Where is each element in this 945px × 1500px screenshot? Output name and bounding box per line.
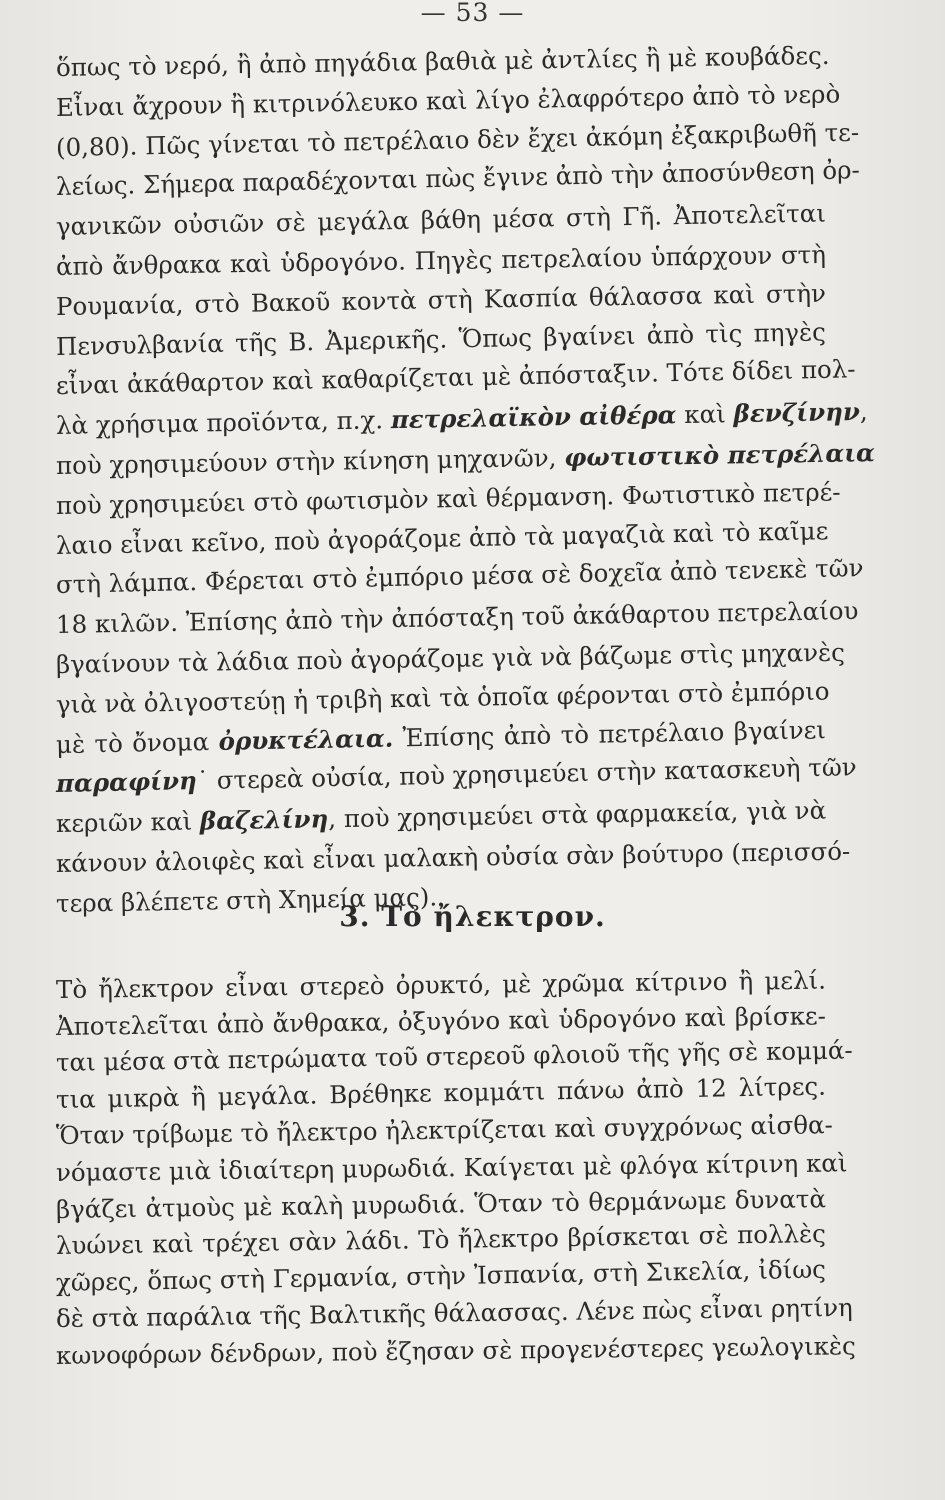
text-segment: ποὺ χρησιμεύουν στὴν κίνηση μηχανῶν, — [55, 443, 565, 480]
text-segment: στὴ λάμπα. Φέρεται στὸ ἐμπόριο μέσα σὲ δοχεῖα ἀπὸ τενεκὲ τῶν — [55, 553, 864, 600]
text-segment: Ἐπίσης ἀπὸ τὸ πετρέλαιο βγαίνει — [392, 714, 827, 753]
emphasized-term: πετρελαϊκὸν αἰθέρα — [390, 400, 677, 435]
text-segment: Τὸ ἤλεκτρον εἶναι στερεὸ ὀρυκτό, μὲ χρῶμα κίτρινο ἢ μελί. — [55, 965, 827, 1004]
text-segment: δὲ στὰ παράλια τῆς Βαλτικῆς θάλασσας. Λένε πὼς εἶναι ρητίνη — [55, 1293, 853, 1334]
section-heading: 3. Τὸ ἤλεκτρον. — [339, 900, 606, 933]
text-segment: Ἀποτελεῖται ἀπὸ ἄνθρακα, ὀξυγόνο καὶ ὑδρογόνο καὶ βρίσκε- — [55, 1000, 827, 1041]
text-segment: χῶρες, ὅπως στὴ Γερμανία, στὴν Ἰσπανία, στὴ Σικελία, ἰδίως — [55, 1254, 827, 1297]
text-segment: γανικῶν οὐσιῶν σὲ μεγάλα βάθη μέσα στὴ Γῆ. Ἀποτελεῖται — [55, 198, 827, 242]
text-segment: βγάζει ἀτμοὺς μὲ καλὴ μυρωδιά. Ὅταν τὸ θερμάνωμε δυνατὰ — [55, 1183, 827, 1224]
text-segment: ὅπως τὸ νερό, ἢ ἀπὸ πηγάδια βαθιὰ μὲ ἀντλίες ἢ μὲ κουβάδες. — [55, 40, 830, 82]
text-segment: τια μικρὰ ἢ μεγάλα. Βρέθηκε κομμάτι πάνω ἀπὸ 12 λίτρες. — [55, 1071, 827, 1114]
text-segment: γιὰ νὰ ὀλιγοστεύῃ ἡ τριβὴ καὶ τὰ ὁποῖα φέρονται στὸ ἐμπόριο — [55, 676, 830, 719]
text-segment: κεριῶν καὶ — [55, 806, 201, 839]
text-segment: Ὅταν τρίβωμε τὸ ἤλεκτρο ἠλεκτρίζεται καὶ συγχρόνως αἰσθα- — [55, 1110, 834, 1151]
text-line — [55, 1327, 856, 1376]
text-segment: , — [859, 397, 868, 427]
page-number: — 53 — — [420, 0, 525, 27]
text-segment: τερα βλέπετε στὴ Χημεία μας). — [55, 882, 438, 918]
text-segment: Ρουμανία, στὸ Βακοῦ κοντὰ στὴ Κασπία θάλασσα καὶ στὴν — [55, 278, 827, 321]
text-segment: μὲ τὸ ὄνομα — [55, 726, 219, 759]
emphasized-term: φωτιστικὸ πετρέλαια — [563, 438, 876, 473]
text-segment: 18 κιλῶν. Ἐπίσης ἀπὸ τὴν ἀπόσταξη τοῦ ἀκάθαρτου πετρελαίου — [55, 596, 859, 640]
text-segment: λὰ χρήσιμα προϊόντα, π.χ. — [55, 405, 392, 441]
text-segment: , ποὺ χρησιμεύει στὰ φαρμακεία, γιὰ νὰ — [328, 795, 827, 834]
text-segment: Εἶναι ἄχρουν ἢ κιτρινόλευκο καὶ λίγο ἐλαφρότερο ἀπὸ τὸ νερὸ — [55, 79, 841, 122]
text-segment: κωνοφόρων δένδρων, ποὺ ἔζησαν σὲ προγενέστερες γεωλογικὲς — [55, 1331, 856, 1370]
emphasized-term: βενζίνην — [733, 397, 861, 429]
text-segment: ται μέσα στὰ πετρώματα τοῦ στερεοῦ φλοιοῦ τῆς γῆς σὲ κομμά- — [55, 1035, 853, 1078]
text-segment: κάνουν ἀλοιφὲς καὶ εἶναι μαλακὴ οὐσία σὰν βούτυρο (περισσό- — [55, 836, 851, 878]
text-segment: νόμαστε μιὰ ἰδιαίτερη μυρωδιά. Καίγεται μὲ φλόγα κίτρινη καὶ — [55, 1148, 848, 1187]
text-segment: ποὺ χρησιμεύει στὸ φωτισμὸν καὶ θέρμανση. Φωτιστικὸ πετρέ- — [55, 477, 841, 520]
text-segment: εἶναι ἀκάθαρτον καὶ καθαρίζεται μὲ ἀπόσταξιν. Τότε δίδει πολ- — [55, 354, 856, 401]
text-segment: ἀπὸ ἄνθρακα καὶ ὑδρογόνο. Πηγὲς πετρελαίου ὑπάρχουν στὴ — [55, 239, 827, 281]
text-segment: λαιο εἶναι κεῖνο, ποὺ ἀγοράζομε ἀπὸ τὰ μαγαζιὰ καὶ τὸ καῖμε — [55, 515, 829, 560]
text-segment: Πενσυλβανία τῆς Β. Ἀμερικῆς. Ὅπως βγαίνει ἀπὸ τὶς πηγὲς — [55, 316, 827, 361]
text-segment: λυώνει καὶ τρέχει σὰν λάδι. Τὸ ἤλεκτρο βρίσκεται σὲ πολλὲς — [55, 1219, 827, 1261]
text-segment: λείως. Σήμερα παραδέχονται πὼς ἔγινε ἀπὸ τὴν ἀποσύνθεση ὀρ- — [55, 155, 861, 202]
text-segment: ˙ στερεὰ οὐσία, ποὺ χρησιμεύει στὴν κατασκευὴ τῶν — [196, 752, 857, 796]
text-segment: καὶ — [676, 399, 734, 430]
text-segment: βγαίνουν τὰ λάδια ποὺ ἀγοράζομε γιὰ νὰ βάζωμε στὶς μηχανὲς — [55, 637, 846, 679]
emphasized-term: παραφίνη — [55, 766, 198, 799]
text-segment: (0,80). Πῶς γίνεται τὸ πετρέλαιο δὲν ἔχει ἀκόμη ἐξακριβωθῆ τε- — [55, 117, 860, 162]
emphasized-term: ὀρυκτέλαια. — [218, 723, 394, 756]
emphasized-term: βαζελίνη — [199, 804, 329, 836]
